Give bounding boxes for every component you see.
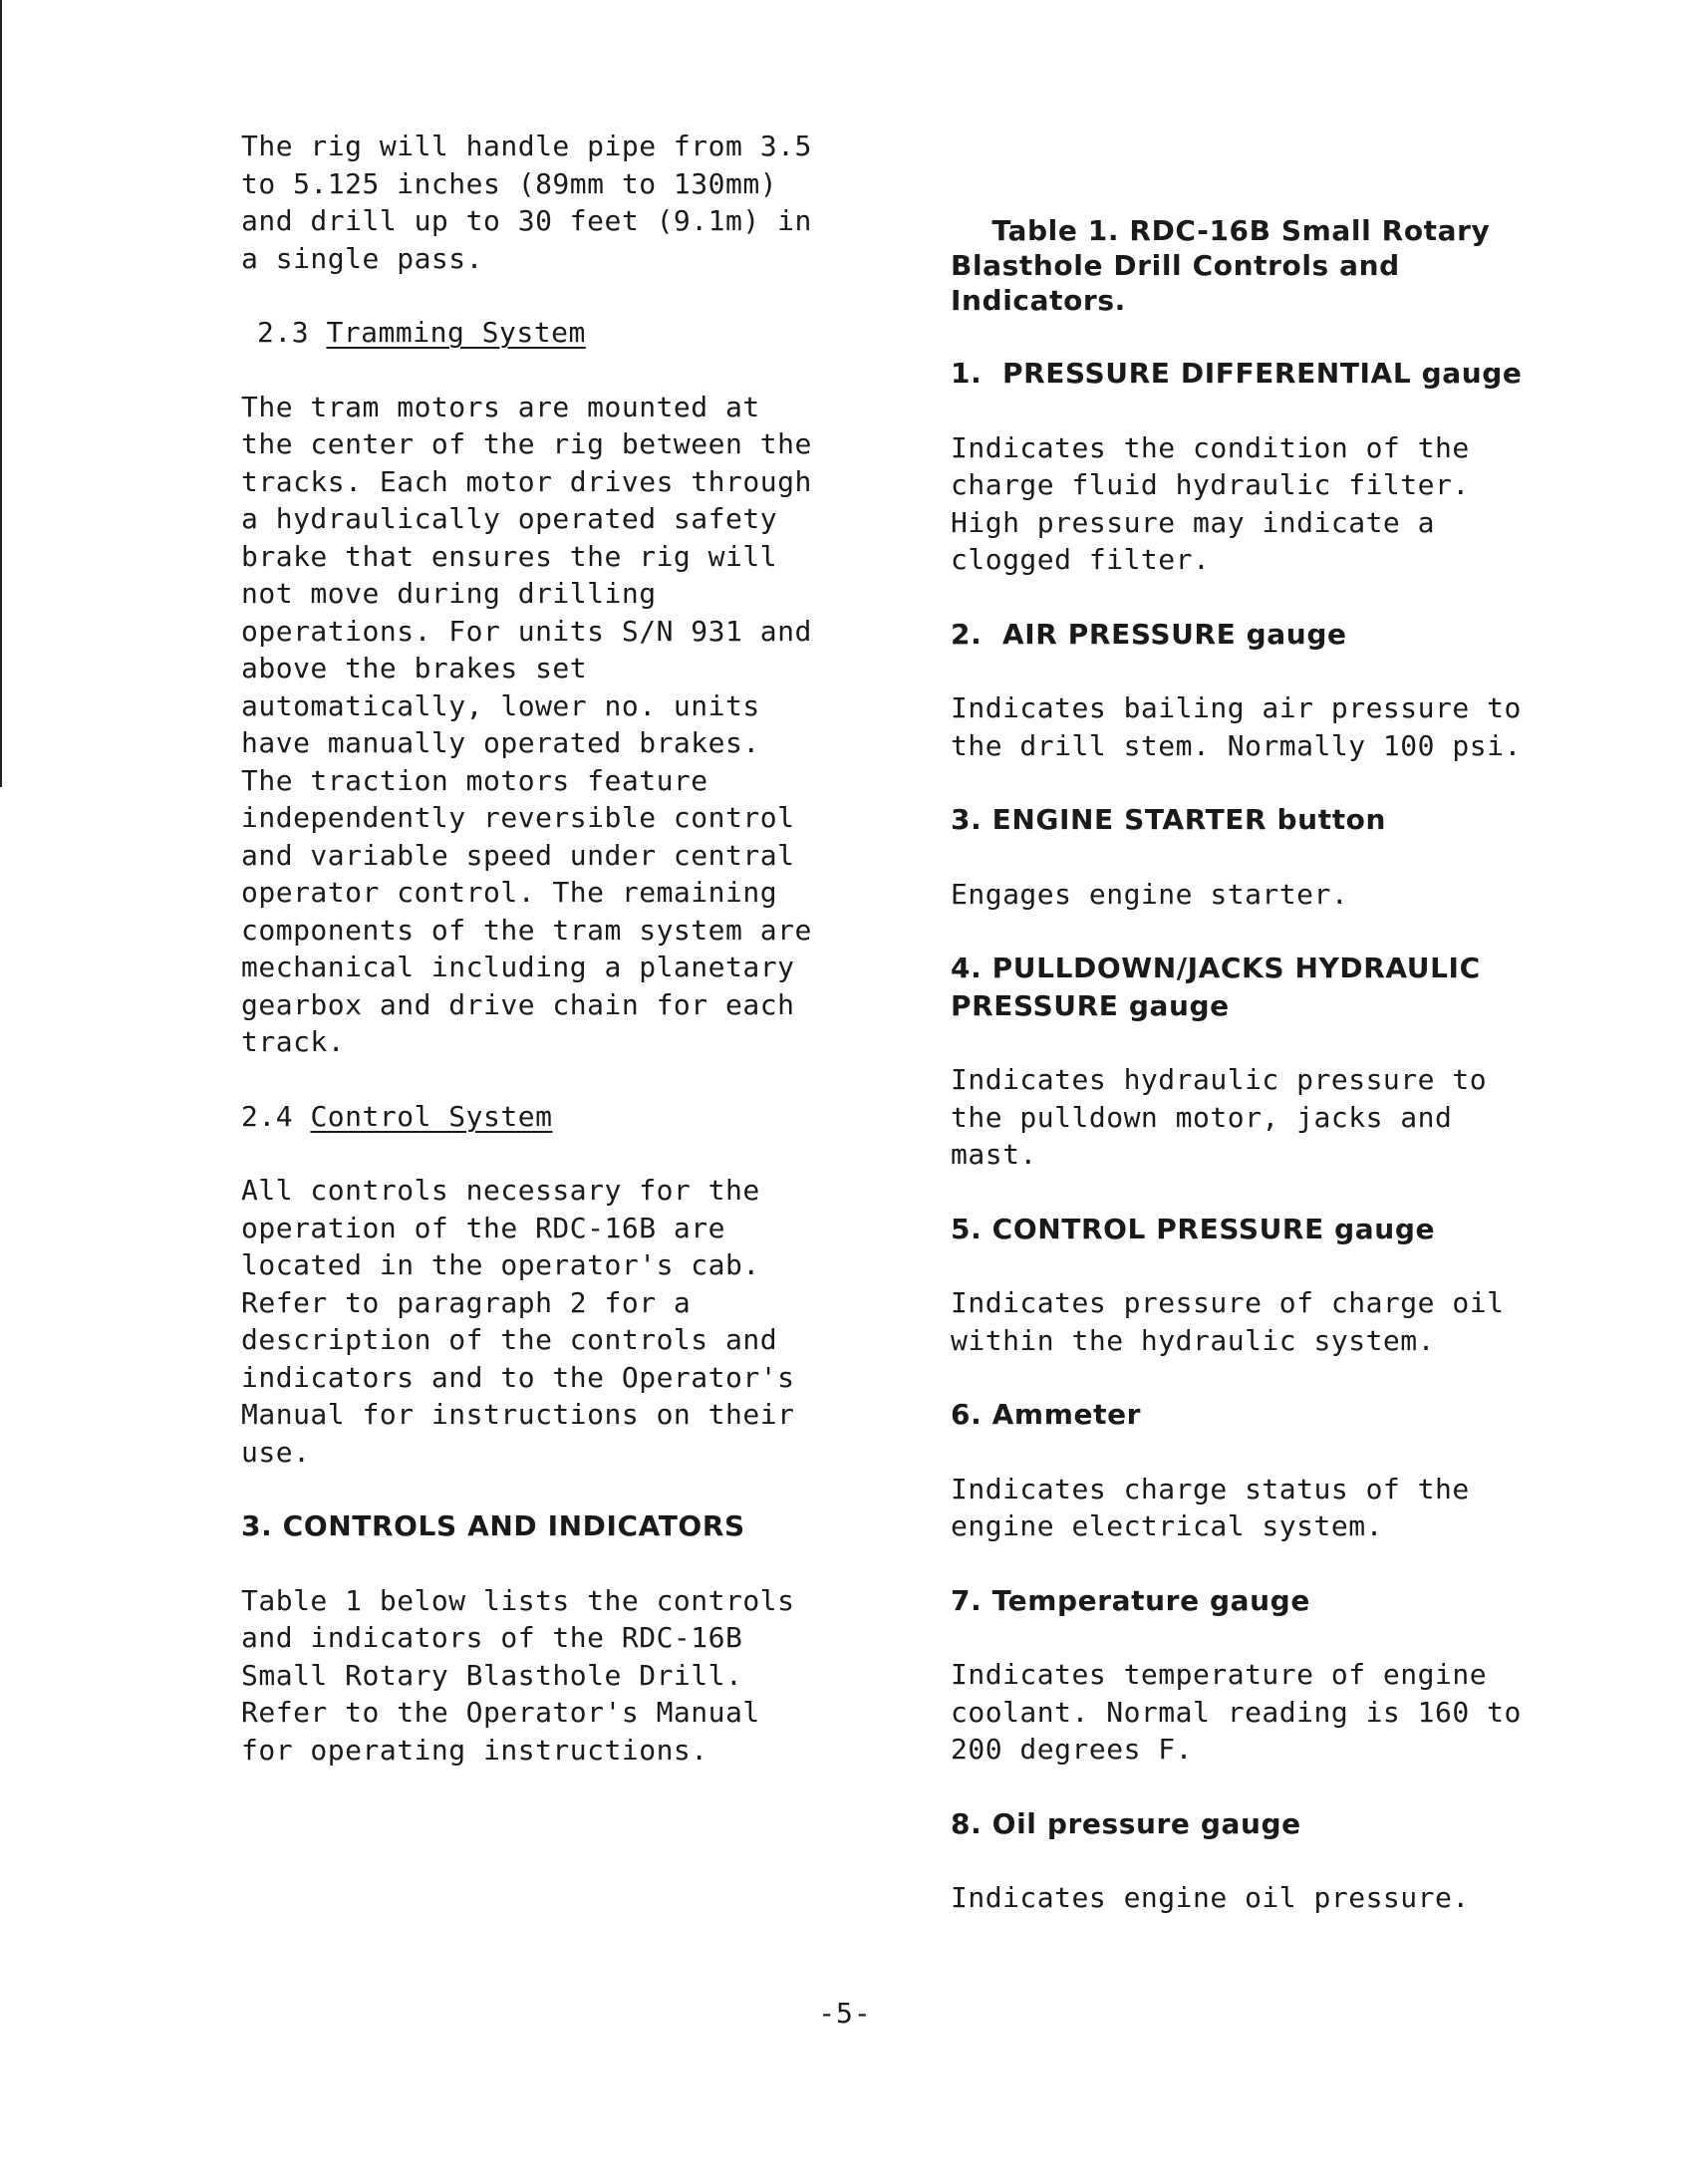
page-number: -5- [818, 1997, 872, 2030]
intro-paragraph: The rig will handle pipe from 3.5 to 5.125 inches (89mm to 130mm) and drill up to 30 feet (9.1m) in a single pass. [241, 130, 812, 275]
control-item-heading: 2. AIR PRESSURE gauge [951, 617, 1347, 651]
control-item-body: Indicates bailing air pressure to the drill stem. Normally 100 psi. [951, 691, 1522, 762]
section-2-3-body: The tram motors are mounted at the center of the rig between the tracks. Each motor drives through a hydraulically operated safety brake that ensures the rig will not move during drilling operations. For units S/N 931 and above the brakes set automatically, lower no. units have manually operated brakes. The traction motors feature independently reversible control and variable speed under central operator control. The remaining components of the tram system are mechanical including a planetary gearbox and drive chain for each track. [241, 390, 812, 1058]
left-column [241, 128, 859, 1769]
control-item-body: Indicates pressure of charge oil within the hydraulic system. [951, 1286, 1505, 1357]
right-column [951, 213, 1588, 1917]
control-item-body: Indicates engine oil pressure. [951, 1881, 1470, 1914]
section-2-3-number: 2.3 [257, 316, 310, 349]
control-item-heading: 3. ENGINE STARTER button [951, 803, 1387, 836]
table-title: Table 1. RDC-16B Small Rotary Blasthole Drill Controls and Indicators. [951, 214, 1491, 317]
control-item-5 [951, 1211, 1588, 1397]
section-2-4-heading [241, 1098, 859, 1136]
section-2-4-number: 2.4 [241, 1099, 294, 1133]
control-item-body: Indicates hydraulic pressure to the pulldown motor, jacks and mast. [951, 1063, 1488, 1171]
control-item-body: Engages engine starter. [951, 877, 1349, 911]
section-2-3-title: Tramming System [326, 316, 586, 349]
section-2-4-title: Control System [310, 1099, 553, 1133]
control-item-7 [951, 1582, 1588, 1805]
control-item-heading: 6. Ammeter [951, 1398, 1142, 1431]
section-2-4-body: All controls necessary for the operation of the RDC-16B are located in the operator's cab. Refer to paragraph 2 for a description of the controls and indicators and to the Operator's Manual for instructions on their use. [241, 1174, 795, 1469]
control-item-body: Indicates the condition of the charge fluid hydraulic filter. High pressure may indicate a clogged filter. [951, 430, 1470, 576]
control-item-heading: 7. Temperature gauge [951, 1583, 1310, 1617]
section-3-heading: 3. CONTROLS AND INDICATORS [241, 1509, 745, 1542]
control-item-8 [951, 1805, 1588, 1917]
control-item-body: Indicates charge status of the engine electrical system. [951, 1472, 1470, 1542]
control-item-1 [951, 355, 1588, 616]
control-item-body: Indicates temperature of engine coolant. Normal reading is 160 to 200 degrees F. [951, 1658, 1522, 1766]
section-2-3-heading [241, 314, 859, 352]
control-item-4 [951, 950, 1588, 1211]
control-item-6 [951, 1396, 1588, 1582]
control-item-2 [951, 616, 1588, 802]
controls-list [951, 355, 1588, 1917]
section-3-body: Table 1 below lists the controls and indicators of the RDC-16B Small Rotary Blasthole Drill. Refer to the Operator's Manual for operating instructions. [241, 1583, 795, 1767]
scan-edge-line [0, 0, 2, 787]
control-item-3 [951, 801, 1588, 950]
control-item-heading: 1. PRESSURE DIFFERENTIAL gauge [951, 357, 1523, 390]
control-item-heading: 8. Oil pressure gauge [951, 1806, 1301, 1840]
control-item-heading: 4. PULLDOWN/JACKS HYDRAULIC PRESSURE gauge [951, 952, 1481, 1022]
control-item-heading: 5. CONTROL PRESSURE gauge [951, 1212, 1436, 1245]
